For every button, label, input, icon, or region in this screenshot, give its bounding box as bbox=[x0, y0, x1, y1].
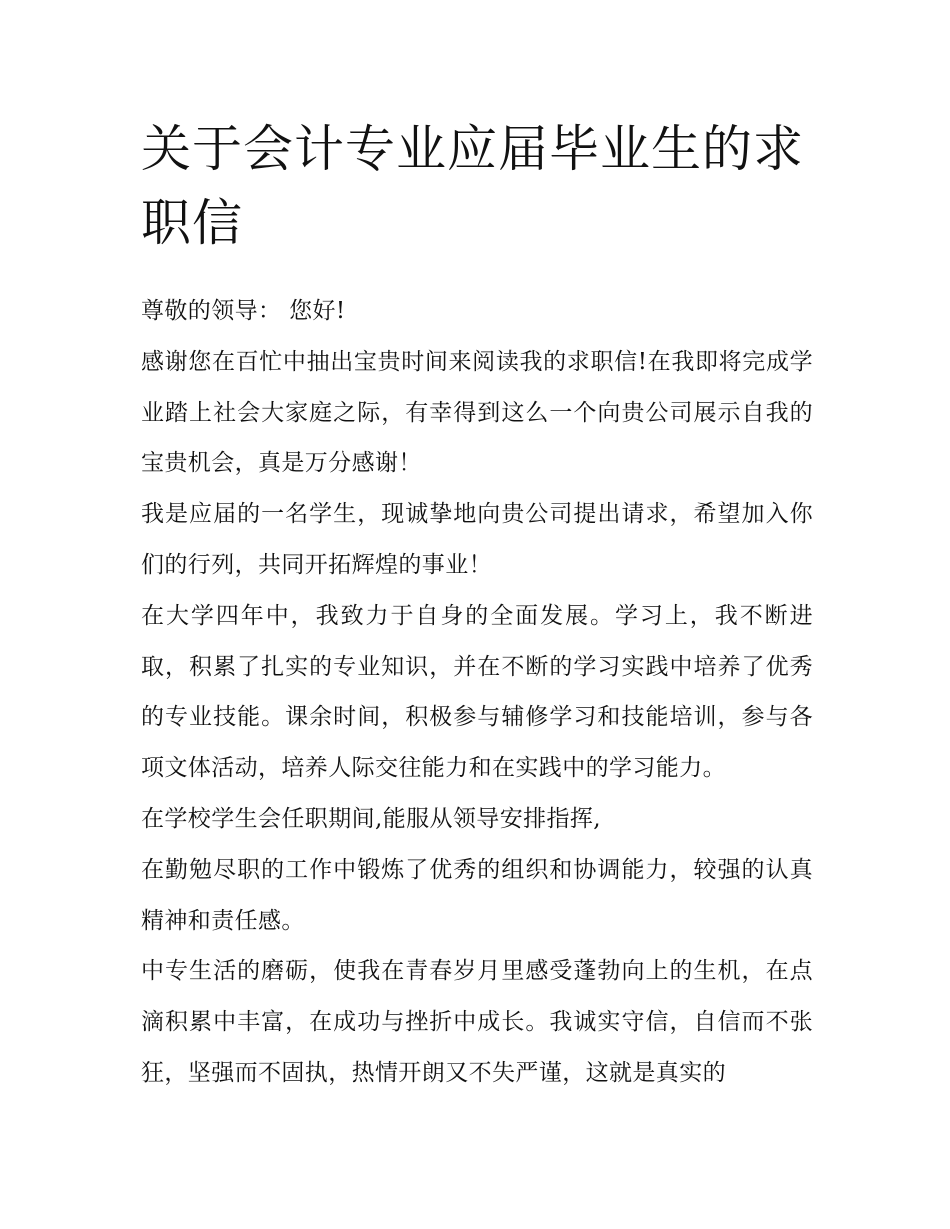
paragraph-personality: 中专生活的磨砺，使我在青春岁月里感受蓬勃向上的生机，在点滴积累中丰富，在成功与挫折中成长。我诚实守信，自信而不张狂，坚强而不固执，热情开朗又不失严谨，这就是真实的 bbox=[141, 958, 813, 1086]
document-title: 关于会计专业应届毕业生的求职信 bbox=[141, 120, 804, 252]
document-body bbox=[141, 286, 813, 1099]
paragraph-intro: 我是应届的一名学生，现诚挚地向贵公司提出请求，希望加入你们的行列，共同开拓辉煌的事业！ bbox=[141, 501, 813, 578]
paragraph-university: 在大学四年中，我致力于自身的全面发展。学习上，我不断进取，积累了扎实的专业知识，并在不断的学习实践中培养了优秀的专业技能。课余时间，积极参与辅修学习和技能培训，参与各项文体活动，培养人际交往能力和在实践中的学习能力。 bbox=[141, 602, 813, 782]
paragraph-work-ability: 在勤勉尽职的工作中锻炼了优秀的组织和协调能力，较强的认真精神和责任感。 bbox=[141, 856, 813, 934]
paragraph-thanks: 感谢您在百忙中抽出宝贵时间来阅读我的求职信!在我即将完成学业踏上社会大家庭之际，有幸得到这么一个向贵公司展示自我的宝贵机会，真是万分感谢！ bbox=[141, 348, 813, 477]
paragraph-greeting: 尊敬的领导： 您好! bbox=[141, 298, 346, 324]
paragraph-student-union: 在学校学生会任职期间,能服从领导安排指挥, bbox=[141, 805, 602, 832]
document-content bbox=[141, 112, 813, 1099]
